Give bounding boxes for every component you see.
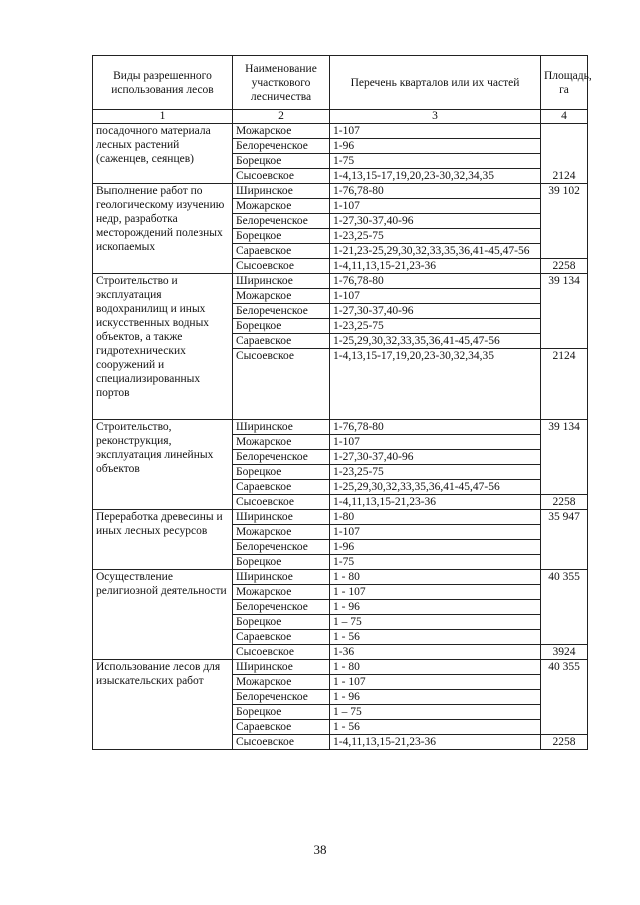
quarters-cell: 1-23,25-75 xyxy=(330,229,541,244)
quarters-cell: 1 - 107 xyxy=(330,585,541,600)
forestry-cell: Можарское xyxy=(233,199,330,214)
forestry-cell: Борецкое xyxy=(233,615,330,630)
forestry-cell: Борецкое xyxy=(233,154,330,169)
quarters-cell: 1-96 xyxy=(330,540,541,555)
page-number: 38 xyxy=(313,842,327,857)
quarters-cell: 1 - 107 xyxy=(330,675,541,690)
quarters-cell: 1-36 xyxy=(330,645,541,660)
table-row xyxy=(93,274,588,289)
area-cell: 39 134 xyxy=(541,274,588,349)
forestry-cell: Сысоевское xyxy=(233,645,330,660)
quarters-cell: 1 - 96 xyxy=(330,690,541,705)
forestry-cell: Сысоевское xyxy=(233,349,330,420)
forestry-cell: Белореченское xyxy=(233,214,330,229)
table-row xyxy=(93,570,588,585)
quarters-cell: 1 - 96 xyxy=(330,600,541,615)
quarters-cell: 1 – 75 xyxy=(330,705,541,720)
use-type-cell: посадочного материала лесных растений (саженцев, сеянцев) xyxy=(93,124,233,184)
quarters-cell: 1-75 xyxy=(330,555,541,570)
quarters-cell: 1-4,11,13,15-21,23-36 xyxy=(330,259,541,274)
header-forestry: Наименование участкового лесничества xyxy=(233,56,330,110)
quarters-cell: 1-107 xyxy=(330,289,541,304)
quarters-cell: 1-107 xyxy=(330,525,541,540)
quarters-cell: 1-23,25-75 xyxy=(330,465,541,480)
quarters-cell: 1-76,78-80 xyxy=(330,420,541,435)
header-row xyxy=(93,56,588,110)
table-row xyxy=(93,124,588,139)
forestry-cell: Можарское xyxy=(233,675,330,690)
table-row xyxy=(93,510,588,525)
quarters-cell: 1-27,30-37,40-96 xyxy=(330,304,541,319)
table-row xyxy=(93,420,588,435)
quarters-cell: 1-4,11,13,15-21,23-36 xyxy=(330,735,541,750)
quarters-cell: 1-4,13,15-17,19,20,23-30,32,34,35 xyxy=(330,169,541,184)
forestry-cell: Сараевское xyxy=(233,244,330,259)
forestry-cell: Белореченское xyxy=(233,540,330,555)
forestry-cell: Можарское xyxy=(233,585,330,600)
forestry-cell: Сараевское xyxy=(233,334,330,349)
quarters-cell: 1 – 75 xyxy=(330,615,541,630)
area-cell: 35 947 xyxy=(541,510,588,570)
quarters-cell: 1-23,25-75 xyxy=(330,319,541,334)
forestry-cell: Сысоевское xyxy=(233,259,330,274)
use-type-cell: Осуществление религиозной деятельности xyxy=(93,570,233,660)
forestry-cell: Борецкое xyxy=(233,229,330,244)
forest-use-table xyxy=(92,55,592,750)
forestry-cell: Белореченское xyxy=(233,690,330,705)
forestry-cell: Сараевское xyxy=(233,630,330,645)
area-cell: 39 134 xyxy=(541,420,588,495)
area-cell: 40 355 xyxy=(541,660,588,735)
quarters-cell: 1-25,29,30,32,33,35,36,41-45,47-56 xyxy=(330,480,541,495)
column-number: 3 xyxy=(330,110,541,124)
quarters-cell: 1-27,30-37,40-96 xyxy=(330,450,541,465)
forestry-cell: Ширинское xyxy=(233,660,330,675)
quarters-cell: 1-21,23-25,29,30,32,33,35,36,41-45,47-56 xyxy=(330,244,541,259)
use-type-cell: Использование лесов для изыскательских работ xyxy=(93,660,233,750)
quarters-cell: 1-27,30-37,40-96 xyxy=(330,214,541,229)
area-cell: 2258 xyxy=(541,735,588,750)
column-number: 4 xyxy=(541,110,588,124)
forestry-cell: Сысоевское xyxy=(233,495,330,510)
column-number: 1 xyxy=(93,110,233,124)
forestry-cell: Белореченское xyxy=(233,450,330,465)
forestry-cell: Ширинское xyxy=(233,420,330,435)
area-cell: 2124 xyxy=(541,349,588,420)
area-cell: 3924 xyxy=(541,645,588,660)
use-type-cell: Выполнение работ по геологическому изучению недр, разработка месторождений полезных ископаемых xyxy=(93,184,233,274)
quarters-cell: 1-107 xyxy=(330,124,541,139)
forestry-cell: Можарское xyxy=(233,435,330,450)
quarters-cell: 1-107 xyxy=(330,199,541,214)
forestry-cell: Борецкое xyxy=(233,319,330,334)
quarters-cell: 1-107 xyxy=(330,435,541,450)
use-type-cell: Строительство и эксплуатация водохранилищ и иных искусственных водных объектов, а также гидротехнических сооружений и специализированных портов xyxy=(93,274,233,420)
table-row xyxy=(93,660,588,675)
area-cell: 2258 xyxy=(541,259,588,274)
column-number: 2 xyxy=(233,110,330,124)
forestry-cell: Сараевское xyxy=(233,720,330,735)
header-area: Площадь, га xyxy=(541,56,588,110)
forestry-cell: Ширинское xyxy=(233,510,330,525)
quarters-cell: 1-76,78-80 xyxy=(330,274,541,289)
quarters-cell: 1 - 80 xyxy=(330,570,541,585)
quarters-cell: 1-76,78-80 xyxy=(330,184,541,199)
use-type-cell: Строительство, реконструкция, эксплуатация линейных объектов xyxy=(93,420,233,510)
area-cell: 40 355 xyxy=(541,570,588,645)
forestry-cell: Можарское xyxy=(233,525,330,540)
use-type-cell: Переработка древесины и иных лесных ресурсов xyxy=(93,510,233,570)
quarters-cell: 1 - 56 xyxy=(330,630,541,645)
header-use-type: Виды разрешенного использования лесов xyxy=(93,56,233,110)
quarters-cell: 1-75 xyxy=(330,154,541,169)
forestry-cell: Сараевское xyxy=(233,480,330,495)
forestry-cell: Ширинское xyxy=(233,184,330,199)
area-cell: 39 102 xyxy=(541,184,588,259)
header-quarters: Перечень кварталов или их частей xyxy=(330,56,541,110)
forestry-cell: Белореченское xyxy=(233,139,330,154)
forestry-cell: Ширинское xyxy=(233,274,330,289)
forestry-cell: Сысоевское xyxy=(233,735,330,750)
forestry-cell: Борецкое xyxy=(233,705,330,720)
forestry-cell: Можарское xyxy=(233,289,330,304)
forestry-cell: Белореченское xyxy=(233,304,330,319)
area-cell: 2124 xyxy=(541,124,588,184)
quarters-cell: 1-4,11,13,15-21,23-36 xyxy=(330,495,541,510)
column-number-row xyxy=(93,110,588,124)
quarters-cell: 1-80 xyxy=(330,510,541,525)
quarters-cell: 1-25,29,30,32,33,35,36,41-45,47-56 xyxy=(330,334,541,349)
quarters-cell: 1 - 80 xyxy=(330,660,541,675)
quarters-cell: 1-96 xyxy=(330,139,541,154)
area-cell: 2258 xyxy=(541,495,588,510)
forestry-cell: Сысоевское xyxy=(233,169,330,184)
forestry-cell: Ширинское xyxy=(233,570,330,585)
forestry-cell: Белореченское xyxy=(233,600,330,615)
quarters-cell: 1-4,13,15-17,19,20,23-30,32,34,35 xyxy=(330,349,541,420)
table-row xyxy=(93,184,588,199)
forestry-cell: Борецкое xyxy=(233,465,330,480)
forestry-cell: Можарское xyxy=(233,124,330,139)
quarters-cell: 1 - 56 xyxy=(330,720,541,735)
forestry-cell: Борецкое xyxy=(233,555,330,570)
